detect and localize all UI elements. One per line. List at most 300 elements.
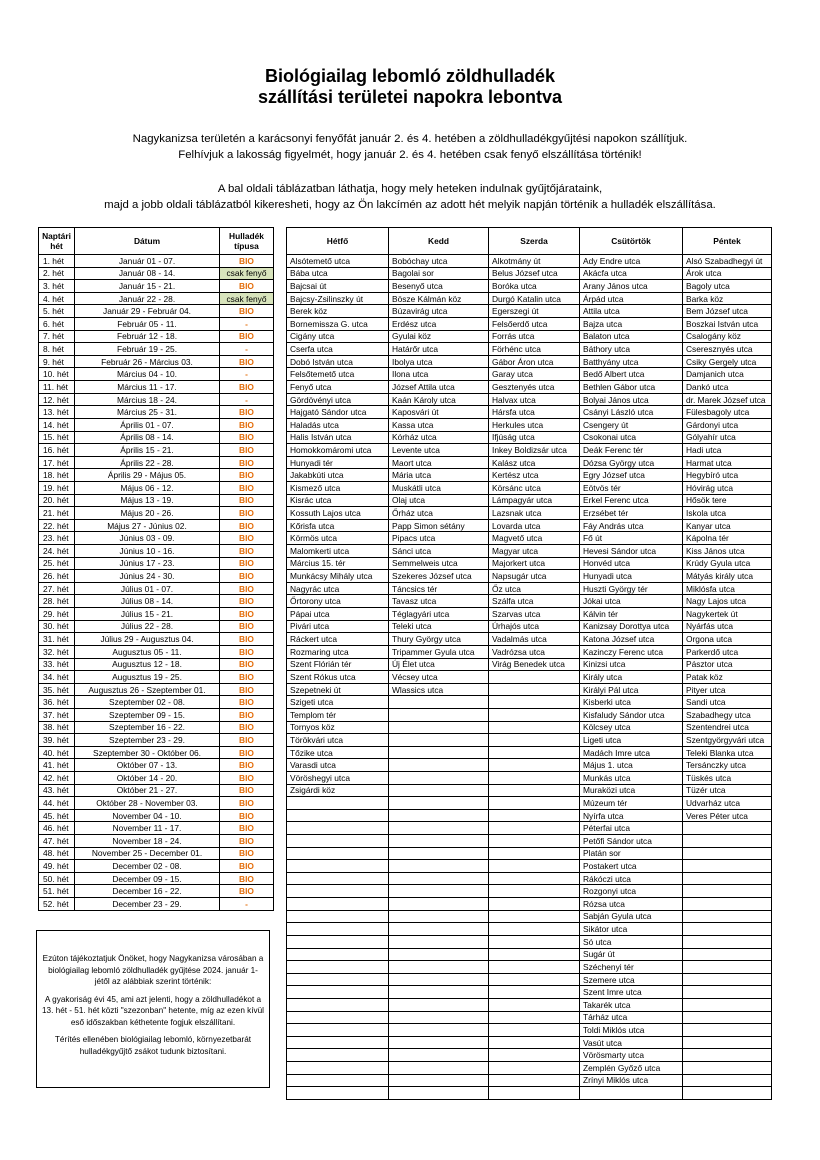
street-cell: Vécsey utca	[389, 671, 489, 684]
type-cell: BIO	[220, 759, 274, 772]
street-cell: Sugár út	[580, 948, 683, 961]
street-cell: Szekeres József utca	[389, 570, 489, 583]
table-row	[39, 645, 274, 658]
type-cell: BIO	[220, 431, 274, 444]
street-cell: Lámpagyár utca	[489, 494, 580, 507]
intro-fenyo-paragraph	[0, 131, 820, 163]
street-cell: Veres Péter utca	[683, 809, 772, 822]
street-cell: Thury György utca	[389, 633, 489, 646]
week-cell: 23. hét	[39, 532, 75, 545]
date-cell: Október 21 - 27.	[75, 784, 220, 797]
type-cell: BIO	[220, 507, 274, 520]
street-cell: Bajcsai út	[287, 280, 389, 293]
week-cell: 34. hét	[39, 671, 75, 684]
week-cell: 41. hét	[39, 759, 75, 772]
street-day-body	[287, 255, 772, 1100]
street-cell: Szálfa utca	[489, 595, 580, 608]
street-cell	[489, 1049, 580, 1062]
street-cell: Majorkert utca	[489, 557, 580, 570]
table-row	[287, 910, 772, 923]
street-cell: Udvarház utca	[683, 797, 772, 810]
week-cell: 8. hét	[39, 343, 75, 356]
street-cell: Csokonai utca	[580, 431, 683, 444]
week-cell: 38. hét	[39, 721, 75, 734]
street-cell: Szent Imre utca	[580, 986, 683, 999]
street-cell: Erzsébet tér	[580, 507, 683, 520]
table-row	[287, 734, 772, 747]
street-cell: Sikátor utca	[580, 923, 683, 936]
street-cell: Csalogány köz	[683, 330, 772, 343]
type-cell: BIO	[220, 255, 274, 268]
street-cell	[489, 847, 580, 860]
street-cell	[683, 898, 772, 911]
street-cell	[389, 797, 489, 810]
date-cell: Szeptember 23 - 29.	[75, 734, 220, 747]
street-cell: Besenyő utca	[389, 280, 489, 293]
type-cell: BIO	[220, 797, 274, 810]
title-line-1: Biológiailag lebomló zöldhulladék	[264, 66, 556, 86]
street-cell: Vöröshegyi utca	[287, 771, 389, 784]
street-cell	[489, 771, 580, 784]
street-cell	[287, 872, 389, 885]
table-row	[287, 872, 772, 885]
street-cell	[287, 935, 389, 948]
street-cell	[287, 986, 389, 999]
week-cell: 10. hét	[39, 368, 75, 381]
street-cell: Egerszegi út	[489, 305, 580, 318]
header-day: Hétfő	[287, 228, 389, 255]
table-row	[39, 898, 274, 911]
type-cell: BIO	[220, 519, 274, 532]
week-cell: 46. hét	[39, 822, 75, 835]
table-row	[39, 759, 274, 772]
street-cell: Csengery út	[580, 418, 683, 431]
table-row	[287, 835, 772, 848]
week-cell: 15. hét	[39, 431, 75, 444]
week-cell: 49. hét	[39, 860, 75, 873]
street-cell: Ilona utca	[389, 368, 489, 381]
street-cell: Ligeti utca	[580, 734, 683, 747]
street-cell	[683, 847, 772, 860]
street-cell: Hajgató Sándor utca	[287, 406, 389, 419]
street-cell: Csányi László utca	[580, 406, 683, 419]
street-cell: Felsőtemető utca	[287, 368, 389, 381]
table-row	[39, 255, 274, 268]
street-cell: Barka köz	[683, 292, 772, 305]
date-cell: Október 28 - November 03.	[75, 797, 220, 810]
street-cell: Alsótemető utca	[287, 255, 389, 268]
date-cell: November 18 - 24.	[75, 835, 220, 848]
street-cell	[287, 998, 389, 1011]
street-cell: Bába utca	[287, 267, 389, 280]
type-cell: BIO	[220, 381, 274, 394]
street-cell	[489, 822, 580, 835]
street-cell: Cseresznyés utca	[683, 343, 772, 356]
table-row	[287, 809, 772, 822]
street-cell: Széchenyi tér	[580, 961, 683, 974]
street-cell	[683, 961, 772, 974]
date-cell: Július 29 - Augusztus 04.	[75, 633, 220, 646]
street-cell: Bem József utca	[683, 305, 772, 318]
street-cell: Gyulai köz	[389, 330, 489, 343]
street-cell: Pipacs utca	[389, 532, 489, 545]
date-cell: Június 17 - 23.	[75, 557, 220, 570]
street-cell: Gesztenyés utca	[489, 381, 580, 394]
week-cell: 22. hét	[39, 519, 75, 532]
type-cell: BIO	[220, 771, 274, 784]
street-cell: Forrás utca	[489, 330, 580, 343]
street-cell: Pivári utca	[287, 620, 389, 633]
street-cell: Hevesi Sándor utca	[580, 545, 683, 558]
street-cell: Kápolna tér	[683, 532, 772, 545]
street-cell: Gárdonyi utca	[683, 418, 772, 431]
type-cell: -	[220, 898, 274, 911]
table-row	[39, 671, 274, 684]
table-row	[39, 557, 274, 570]
street-cell: Só utca	[580, 935, 683, 948]
street-cell: Vadalmás utca	[489, 633, 580, 646]
street-cell	[287, 1024, 389, 1037]
street-day-table	[286, 227, 772, 1100]
table-row	[287, 847, 772, 860]
table-row	[39, 431, 274, 444]
page-title	[0, 66, 820, 108]
street-cell: Magvető utca	[489, 532, 580, 545]
street-cell: Sandi utca	[683, 696, 772, 709]
street-cell: Bagoly utca	[683, 280, 772, 293]
street-cell	[389, 721, 489, 734]
street-cell: Szent Rókus utca	[287, 671, 389, 684]
date-cell: Július 15 - 21.	[75, 608, 220, 621]
week-cell: 11. hét	[39, 381, 75, 394]
week-cell: 28. hét	[39, 595, 75, 608]
table-row	[287, 280, 772, 293]
week-cell: 45. hét	[39, 809, 75, 822]
street-cell	[489, 683, 580, 696]
street-cell: József Attila utca	[389, 381, 489, 394]
street-cell: Batthyány utca	[580, 355, 683, 368]
date-cell: Augusztus 05 - 11.	[75, 645, 220, 658]
table-row	[287, 595, 772, 608]
date-cell: Április 29 - Május 05.	[75, 469, 220, 482]
street-cell: Platán sor	[580, 847, 683, 860]
street-cell: Huszti György tér	[580, 582, 683, 595]
street-cell: Kaposvári út	[389, 406, 489, 419]
street-cell: Hunyadi tér	[287, 456, 389, 469]
week-cell: 19. hét	[39, 481, 75, 494]
street-cell: Fáy András utca	[580, 519, 683, 532]
street-cell	[683, 910, 772, 923]
street-cell: Ibolya utca	[389, 355, 489, 368]
street-cell: Erkel Ferenc utca	[580, 494, 683, 507]
week-cell: 48. hét	[39, 847, 75, 860]
street-cell: Szepetneki út	[287, 683, 389, 696]
table-row	[287, 986, 772, 999]
street-cell	[683, 998, 772, 1011]
street-cell: Miklósfa utca	[683, 582, 772, 595]
street-cell: Bobóchay utca	[389, 255, 489, 268]
table-row	[39, 355, 274, 368]
street-cell: Hegybíró utca	[683, 469, 772, 482]
street-cell: Harmat utca	[683, 456, 772, 469]
street-cell: Bethlen Gábor utca	[580, 381, 683, 394]
type-cell: BIO	[220, 280, 274, 293]
notice-box	[36, 930, 270, 1088]
table-row	[39, 343, 274, 356]
date-cell: November 04 - 10.	[75, 809, 220, 822]
street-cell: Semmelweis utca	[389, 557, 489, 570]
street-cell	[489, 872, 580, 885]
street-cell: Patak köz	[683, 671, 772, 684]
table-row	[287, 305, 772, 318]
date-cell: Szeptember 30 - Október 06.	[75, 746, 220, 759]
table-row	[39, 608, 274, 621]
street-cell: Kiss János utca	[683, 545, 772, 558]
street-cell	[287, 1074, 389, 1087]
table-row	[39, 822, 274, 835]
street-cell: Királyi Pál utca	[580, 683, 683, 696]
street-cell: Kassa utca	[389, 418, 489, 431]
street-cell: Dobó István utca	[287, 355, 389, 368]
table-row	[39, 797, 274, 810]
street-cell	[489, 986, 580, 999]
week-cell: 40. hét	[39, 746, 75, 759]
week-cell: 20. hét	[39, 494, 75, 507]
date-cell: Május 13 - 19.	[75, 494, 220, 507]
table-row	[287, 1062, 772, 1075]
street-cell	[389, 948, 489, 961]
table-row	[287, 923, 772, 936]
street-cell	[389, 847, 489, 860]
street-cell	[683, 935, 772, 948]
type-cell: BIO	[220, 809, 274, 822]
street-cell: Bösze Kálmán köz	[389, 292, 489, 305]
street-cell	[489, 1024, 580, 1037]
date-cell: Június 03 - 09.	[75, 532, 220, 545]
table-row	[39, 771, 274, 784]
street-cell: Erdész utca	[389, 318, 489, 331]
street-cell: Felsőerdő utca	[489, 318, 580, 331]
week-cell: 24. hét	[39, 545, 75, 558]
date-cell: December 16 - 22.	[75, 885, 220, 898]
date-cell: Augusztus 26 - Szeptember 01.	[75, 683, 220, 696]
table-row	[39, 633, 274, 646]
header-week: Naptári hét	[39, 228, 75, 255]
street-cell	[389, 885, 489, 898]
street-cell: Hársfa utca	[489, 406, 580, 419]
street-cell	[389, 898, 489, 911]
street-cell: Téglagyári utca	[389, 608, 489, 621]
date-cell: Január 01 - 07.	[75, 255, 220, 268]
street-cell: Jakabkúti utca	[287, 469, 389, 482]
street-cell	[683, 948, 772, 961]
street-cell: Tornyos köz	[287, 721, 389, 734]
street-cell: Kisrác utca	[287, 494, 389, 507]
table-row	[287, 633, 772, 646]
street-cell: Kinizsi utca	[580, 658, 683, 671]
table-row	[287, 620, 772, 633]
street-cell	[489, 923, 580, 936]
street-cell	[683, 1011, 772, 1024]
table-row	[287, 343, 772, 356]
street-cell: Toldi Miklós utca	[580, 1024, 683, 1037]
type-cell: BIO	[220, 872, 274, 885]
type-cell: BIO	[220, 671, 274, 684]
table-row	[39, 734, 274, 747]
street-cell: Úrhajós utca	[489, 620, 580, 633]
table-row	[39, 469, 274, 482]
table-row	[287, 696, 772, 709]
street-cell	[389, 910, 489, 923]
type-cell: -	[220, 318, 274, 331]
street-cell: Őrház utca	[389, 507, 489, 520]
week-cell: 18. hét	[39, 469, 75, 482]
date-cell: Július 08 - 14.	[75, 595, 220, 608]
street-cell: Mária utca	[389, 469, 489, 482]
street-cell: Rozgonyi utca	[580, 885, 683, 898]
header-day: Csütörtök	[580, 228, 683, 255]
table-row	[287, 998, 772, 1011]
street-cell	[389, 935, 489, 948]
street-cell: Teleki utca	[389, 620, 489, 633]
week-cell: 52. hét	[39, 898, 75, 911]
table-row	[287, 822, 772, 835]
date-cell: Május 06 - 12.	[75, 481, 220, 494]
week-cell: 36. hét	[39, 696, 75, 709]
table-row	[287, 582, 772, 595]
street-cell	[683, 872, 772, 885]
type-cell: csak fenyő	[220, 292, 274, 305]
street-cell: Kőrisfa utca	[287, 519, 389, 532]
date-cell: Szeptember 02 - 08.	[75, 696, 220, 709]
street-cell: Körmös utca	[287, 532, 389, 545]
street-cell: Kazinczy Ferenc utca	[580, 645, 683, 658]
type-cell: BIO	[220, 734, 274, 747]
street-cell: Inkey Boldizsár utca	[489, 444, 580, 457]
street-cell: Ráckert utca	[287, 633, 389, 646]
week-cell: 6. hét	[39, 318, 75, 331]
street-cell: Nyárfás utca	[683, 620, 772, 633]
street-cell	[489, 973, 580, 986]
street-cell: Madách Imre utca	[580, 746, 683, 759]
street-cell	[389, 986, 489, 999]
street-cell: Fenyő utca	[287, 381, 389, 394]
street-cell: Petőfi Sándor utca	[580, 835, 683, 848]
table-row	[39, 494, 274, 507]
table-row	[287, 1024, 772, 1037]
table-row	[39, 418, 274, 431]
type-cell: -	[220, 343, 274, 356]
street-cell: Pásztor utca	[683, 658, 772, 671]
type-cell: BIO	[220, 645, 274, 658]
street-cell: Magyar utca	[489, 545, 580, 558]
street-cell	[287, 860, 389, 873]
street-cell	[489, 708, 580, 721]
street-cell	[389, 961, 489, 974]
street-cell: Hadi utca	[683, 444, 772, 457]
table-row	[39, 746, 274, 759]
table-row	[287, 494, 772, 507]
week-cell: 21. hét	[39, 507, 75, 520]
street-cell	[287, 973, 389, 986]
street-cell	[287, 1011, 389, 1024]
street-cell: Árok utca	[683, 267, 772, 280]
type-cell: BIO	[220, 822, 274, 835]
street-cell: Tavasz utca	[389, 595, 489, 608]
street-cell	[389, 1011, 489, 1024]
table-row	[287, 1087, 772, 1100]
street-cell: Förhénc utca	[489, 343, 580, 356]
street-cell	[489, 734, 580, 747]
date-cell: Március 11 - 17.	[75, 381, 220, 394]
week-cell: 26. hét	[39, 570, 75, 583]
week-cell: 27. hét	[39, 582, 75, 595]
table-row	[287, 368, 772, 381]
street-cell: Zemplén Győző utca	[580, 1062, 683, 1075]
street-cell: Törökvári utca	[287, 734, 389, 747]
street-cell	[389, 822, 489, 835]
street-cell: Tripammer Gyula utca	[389, 645, 489, 658]
street-cell: Olaj utca	[389, 494, 489, 507]
street-cell: Papp Simon sétány	[389, 519, 489, 532]
week-cell: 37. hét	[39, 708, 75, 721]
street-cell	[683, 986, 772, 999]
street-cell: Cigány utca	[287, 330, 389, 343]
street-cell	[683, 973, 772, 986]
street-cell: Fülesbagoly utca	[683, 406, 772, 419]
street-cell	[683, 1036, 772, 1049]
table-row	[287, 1036, 772, 1049]
street-cell	[389, 1087, 489, 1100]
street-cell	[287, 797, 389, 810]
table-row	[287, 406, 772, 419]
street-cell: Őz utca	[489, 582, 580, 595]
street-cell	[287, 1036, 389, 1049]
street-cell: Kaán Károly utca	[389, 393, 489, 406]
street-cell: Muskátli utca	[389, 481, 489, 494]
week-cell: 25. hét	[39, 557, 75, 570]
week-cell: 33. hét	[39, 658, 75, 671]
street-cell: Virág Benedek utca	[489, 658, 580, 671]
type-cell: BIO	[220, 355, 274, 368]
week-cell: 7. hét	[39, 330, 75, 343]
header-day: Szerda	[489, 228, 580, 255]
date-cell: Április 01 - 07.	[75, 418, 220, 431]
week-cell: 13. hét	[39, 406, 75, 419]
street-cell: Szarvas utca	[489, 608, 580, 621]
type-cell: BIO	[220, 860, 274, 873]
weekly-schedule-table	[38, 227, 274, 911]
street-cell: Bolyai János utca	[580, 393, 683, 406]
type-cell: BIO	[220, 784, 274, 797]
street-cell: Hóvirág utca	[683, 481, 772, 494]
table-row	[39, 305, 274, 318]
table-row	[287, 961, 772, 974]
type-cell: BIO	[220, 570, 274, 583]
street-cell	[389, 809, 489, 822]
street-cell: Kossuth Lajos utca	[287, 507, 389, 520]
street-cell: Iskola utca	[683, 507, 772, 520]
table-row	[39, 368, 274, 381]
date-cell: Július 01 - 07.	[75, 582, 220, 595]
date-cell: Április 22 - 28.	[75, 456, 220, 469]
type-cell: -	[220, 368, 274, 381]
street-cell: Csiky Gergely utca	[683, 355, 772, 368]
street-cell	[287, 961, 389, 974]
street-cell: Takarék utca	[580, 998, 683, 1011]
street-cell: Kismező utca	[287, 481, 389, 494]
date-cell: Február 19 - 25.	[75, 343, 220, 356]
